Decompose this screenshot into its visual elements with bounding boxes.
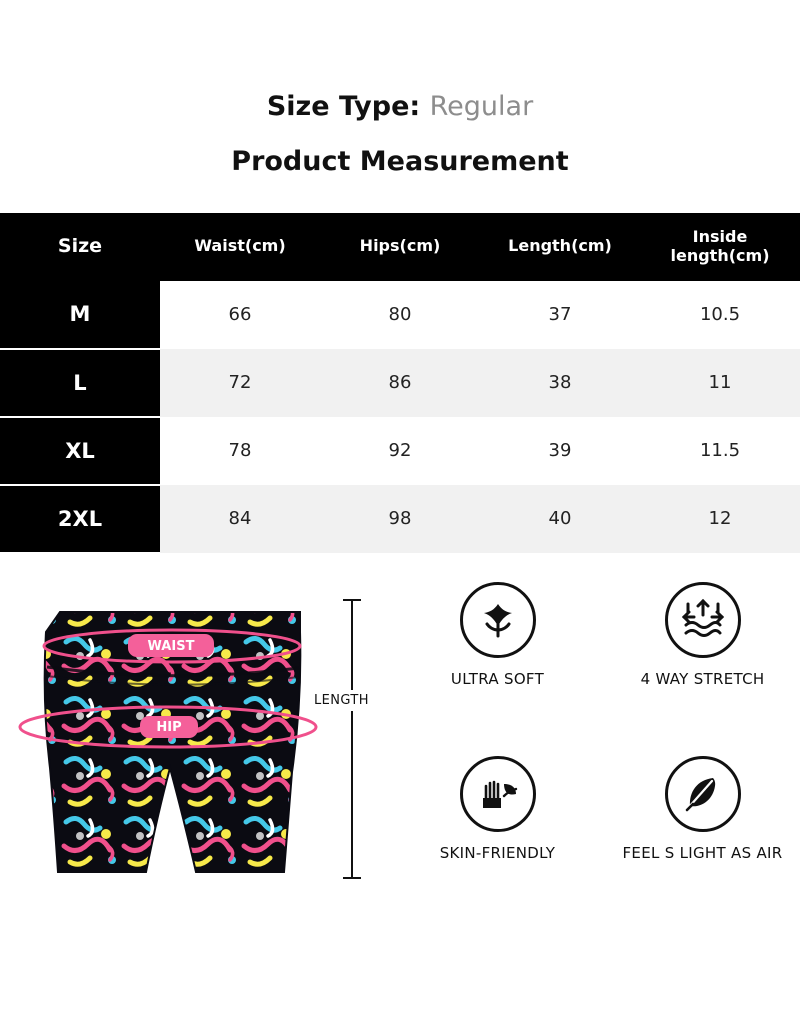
waist-label: WAIST [147,638,195,654]
cell-size: 2XL [0,485,160,553]
feature-skin-friendly [400,756,595,912]
shorts-illustration [0,572,330,902]
size-table-wrap [0,213,800,554]
illustration-section [0,572,800,992]
feature-label: 4 WAY STRETCH [640,669,765,688]
cell-waist: 78 [160,417,320,485]
cell-hips: 86 [320,349,480,417]
hand-leaf-icon [460,756,536,832]
feature-label: FEEL S LIGHT AS AIR [622,843,783,862]
feature-light-as-air [605,756,800,912]
length-measure-bracket [340,594,364,884]
cotton-flower-icon [460,582,536,658]
cell-inside-length: 10.5 [640,281,800,349]
cell-length: 39 [480,417,640,485]
feature-4-way-stretch [605,582,800,738]
shorts-graphic [0,572,330,902]
cell-hips: 80 [320,281,480,349]
cell-size: M [0,281,160,349]
cell-inside-length: 11.5 [640,417,800,485]
table-body [0,281,800,553]
cell-length: 38 [480,349,640,417]
feature-icons [400,582,800,912]
size-type-line [0,92,800,122]
cell-size: XL [0,417,160,485]
table-header-row [0,213,800,281]
page-title: Product Measurement [231,145,569,177]
page-header [0,0,800,177]
cell-inside-length: 11 [640,349,800,417]
size-type-label: Size Type: [266,91,421,122]
cell-length: 37 [480,281,640,349]
cell-length: 40 [480,485,640,553]
table-header [0,213,800,281]
feature-label: ULTRA SOFT [450,669,545,688]
column-header-size: Size [0,213,160,281]
column-header-length: Length(cm) [480,213,640,281]
cell-hips: 92 [320,417,480,485]
cell-inside-length: 12 [640,485,800,553]
size-table [0,213,800,554]
cell-waist: 72 [160,349,320,417]
column-header-inside-length: Inside length(cm) [640,213,800,281]
column-header-waist: Waist(cm) [160,213,320,281]
length-label: LENGTH [312,690,371,711]
table-row [0,485,800,553]
feature-ultra-soft [400,582,595,738]
cell-hips: 98 [320,485,480,553]
size-type-value: Regular [429,91,534,122]
table-row [0,417,800,485]
feature-label: SKIN-FRIENDLY [439,843,556,862]
table-row [0,349,800,417]
cell-waist: 84 [160,485,320,553]
cell-size: L [0,349,160,417]
hip-label: HIP [156,719,182,735]
four-way-stretch-arrows-icon [665,582,741,658]
table-row [0,281,800,349]
cell-waist: 66 [160,281,320,349]
column-header-hips: Hips(cm) [320,213,480,281]
feather-icon [665,756,741,832]
